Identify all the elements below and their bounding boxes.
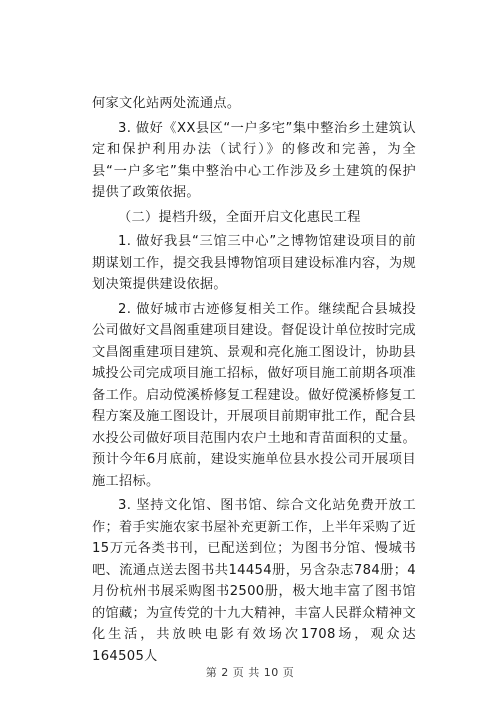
paragraph-item-2-heritage: 2. 做好城市古迹修复相关工作。继续配合县城投公司做好文昌阁重建项目建设。督促设计单位按时完成文昌阁重建项目建筑、景观和亮化施工图设计，协助县城投公司完成项目施工招标，做好项目施工前期各项准备工作。启动傥溪桥修复工程建设。做好傥溪桥修复工程方案及施工图设计，开展项目前期审批工作，配合县水投公司做好项目范围内农户土地和青苗面积的丈量。预计今年6月底前，建设实施单位县水投公司开展项目施工招标。 [92,301,416,489]
paragraph-item-3-free-access: 3. 坚持文化馆、图书馆、综合文化站免费开放工作；着手实施农家书屋补充更新工作，上半年采购了近15万元各类书刊，已配送到位；为图书分馆、慢城书吧、流通点送去图书共14454册，另含杂志784册；4月份杭州书展采购图书2500册，极大地丰富了图书馆的馆藏；为宣传党的十九大精神，丰富人民群众精神文化生活，共放映电影有效场次1708场，观众达164505人 [92,498,416,664]
section-heading-2: （二）提档升级，全面开启文化惠民工程 [118,209,361,225]
paragraph-item-1-museum: 1. 做好我县“三馆三中心”之博物馆建设项目的前期谋划工作，提交我县博物馆项目建设标准内容，为规划决策提供建设依据。 [92,234,416,292]
document-body [92,93,416,667]
page-footer: 第 2 页 共 10 页 [205,666,295,679]
paragraph-item-3-regulation: 3. 做好《XX县区“一户多宅”集中整治乡土建筑认定和保护利用办法（试行）》的修改和完善，为全县“一户多宅”集中整治中心工作涉及乡土建筑的保护提供了政策依据。 [92,120,416,200]
paragraph-continuation: 何家文化站两处流通点。 [92,96,241,111]
